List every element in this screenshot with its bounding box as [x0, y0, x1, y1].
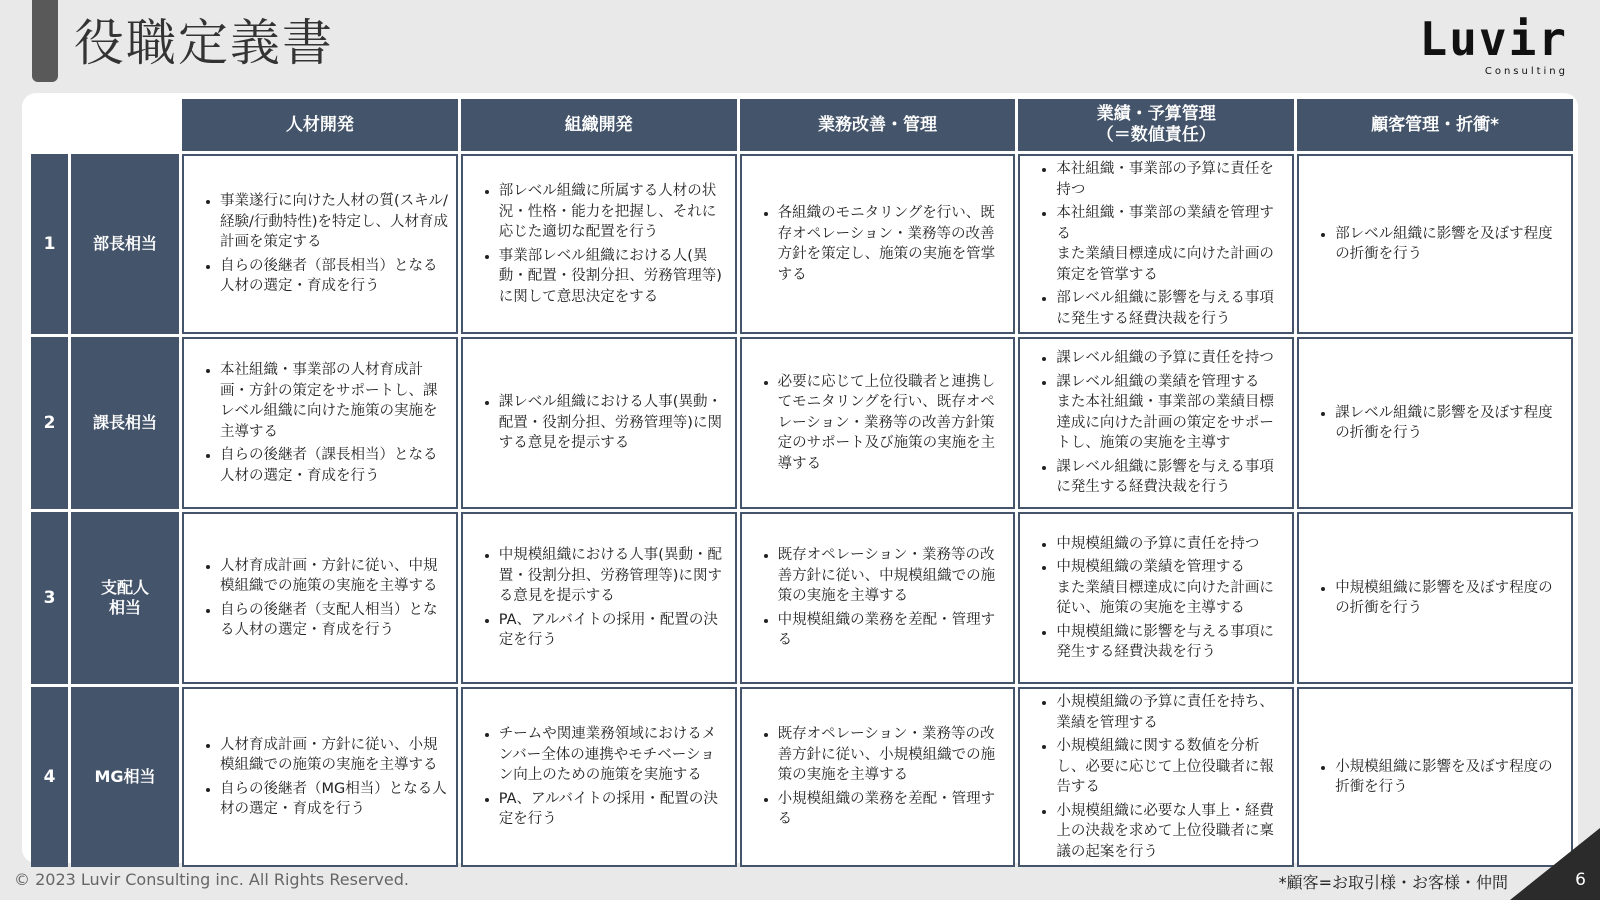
title-accent-bar	[32, 0, 58, 82]
table-row	[31, 337, 1573, 509]
list-item: • 小規模組織に影響を及ぼす程度の折衝を行う	[1335, 757, 1565, 798]
bullet-list	[1299, 578, 1571, 619]
list-item: • 事業部レベル組織における人(異動・配置・役割分担、労務管理等)に関して意思決定をする	[499, 246, 729, 308]
bullet-list	[463, 392, 735, 454]
column-header: 人材開発	[182, 99, 458, 151]
logo-subtitle: Consulting	[1484, 66, 1568, 77]
bullet-list	[742, 203, 1014, 285]
table-cell	[740, 154, 1016, 334]
list-item: • 自らの後継者（MG相当）となる人材の選定・育成を行う	[220, 779, 450, 820]
bullet-list	[184, 191, 456, 297]
table-cell	[461, 512, 737, 684]
table-cell	[461, 154, 737, 334]
list-item: • 部レベル組織に所属する人材の状況・性格・能力を把握し、それに応じた適切な配置を行う	[499, 181, 729, 243]
bullet-list	[463, 545, 735, 651]
list-item: • 小規模組織に関する数値を分析し、必要に応じて上位役職者に報告する	[1056, 736, 1286, 798]
bullet-list	[1299, 757, 1571, 798]
table-cell	[461, 687, 737, 867]
row-number: 2	[31, 337, 68, 509]
bullet-list	[184, 360, 456, 486]
row-role-label: MG相当	[71, 687, 179, 867]
bullet-list	[742, 545, 1014, 651]
list-item: • 既存オペレーション・業務等の改善方針に従い、中規模組織での施策の実施を主導する	[778, 545, 1008, 607]
list-item: • 事業遂行に向けた人材の質(スキル/経験/行動特性)を特定し、人材育成計画を策定する	[220, 191, 450, 253]
table-cell	[1297, 337, 1573, 509]
table-cell	[740, 337, 1016, 509]
copyright-text: © 2023 Luvir Consulting inc. All Rights Reserved.	[14, 870, 409, 889]
table-cell	[1018, 512, 1294, 684]
table-cell	[182, 154, 458, 334]
table-cell	[1018, 687, 1294, 867]
list-item: • 必要に応じて上位役職者と連携してモニタリングを行い、既存オペレーション・業務等の改善方針策定のサポート及び施策の実施を主導する	[778, 372, 1008, 475]
list-item: • 自らの後継者（部長相当）となる人材の選定・育成を行う	[220, 256, 450, 297]
page-title: 役職定義書	[74, 14, 334, 72]
table-row	[31, 687, 1573, 867]
row-role-label: 課長相当	[71, 337, 179, 509]
bullet-list	[184, 735, 456, 820]
list-item: • 小規模組織に必要な人事上・経費上の決裁を求めて上位役職者に稟議の起案を行う	[1056, 801, 1286, 863]
bullet-list	[1020, 159, 1292, 329]
bullet-list	[1299, 224, 1571, 265]
customer-footnote: *顧客=お取引様・お客様・仲間	[1278, 873, 1508, 892]
page-corner-decoration	[1510, 828, 1600, 900]
list-item: • 既存オペレーション・業務等の改善方針に従い、小規模組織での施策の実施を主導する	[778, 724, 1008, 786]
table-row	[31, 512, 1573, 684]
list-item: • 小規模組織の予算に責任を持ち、業績を管理する	[1056, 692, 1286, 733]
list-item: • 本社組織・事業部の予算に責任を持つ	[1056, 159, 1286, 200]
list-item: • 課レベル組織の業績を管理する また本社組織・事業部の業績目標達成に向けた計画の策定をサポートし、施策の実施を主導す	[1056, 372, 1286, 454]
bullet-list	[742, 372, 1014, 475]
list-item: • チームや関連業務領域におけるメンバー全体の連携やモチベーション向上のための施策を実施する	[499, 724, 729, 786]
column-header-row	[31, 99, 1573, 151]
list-item: • 小規模組織の業務を差配・管理する	[778, 789, 1008, 830]
row-number: 4	[31, 687, 68, 867]
bullet-list	[1299, 403, 1571, 444]
list-item: • 部レベル組織に影響を及ぼす程度の折衝を行う	[1335, 224, 1565, 265]
list-item: • PA、アルバイトの採用・配置の決定を行う	[499, 789, 729, 830]
list-item: • 人材育成計画・方針に従い、小規模組織での施策の実施を主導する	[220, 735, 450, 776]
page-number: 6	[1575, 870, 1586, 890]
list-item: • PA、アルバイトの採用・配置の決定を行う	[499, 610, 729, 651]
table-cell	[1018, 337, 1294, 509]
row-number: 3	[31, 512, 68, 684]
role-definition-table	[28, 96, 1576, 870]
table-cell	[1297, 512, 1573, 684]
list-item: • 各組織のモニタリングを行い、既存オペレーション・業務等の改善方針を策定し、施策の実施を管掌する	[778, 203, 1008, 285]
bullet-list	[184, 556, 456, 641]
list-item: • 中規模組織における人事(異動・配置・役割分担、労務管理等)に関する意見を提示する	[499, 545, 729, 607]
bullet-list	[1020, 348, 1292, 498]
list-item: • 本社組織・事業部の業績を管理する また業績目標達成に向けた計画の策定を管掌する	[1056, 203, 1286, 285]
column-header: 顧客管理・折衝*	[1297, 99, 1573, 151]
list-item: • 中規模組織に影響を与える事項に発生する経費決裁を行う	[1056, 622, 1286, 663]
table-cell	[182, 337, 458, 509]
table-corner	[31, 99, 179, 151]
row-role-label: 支配人 相当	[71, 512, 179, 684]
table-cell	[182, 687, 458, 867]
bullet-list	[463, 181, 735, 307]
table-cell	[461, 337, 737, 509]
company-logo	[1419, 12, 1568, 77]
row-number: 1	[31, 154, 68, 334]
table-cell	[740, 687, 1016, 867]
row-role-label: 部長相当	[71, 154, 179, 334]
bullet-list	[463, 724, 735, 830]
list-item: • 自らの後継者（課長相当）となる人材の選定・育成を行う	[220, 445, 450, 486]
list-item: • 中規模組織の予算に責任を持つ	[1056, 534, 1286, 555]
table-cell	[1018, 154, 1294, 334]
list-item: • 部レベル組織に影響を与える事項に発生する経費決裁を行う	[1056, 288, 1286, 329]
column-header: 業務改善・管理	[740, 99, 1016, 151]
list-item: • 課レベル組織における人事(異動・配置・役割分担、労務管理等)に関する意見を提示する	[499, 392, 729, 454]
list-item: • 中規模組織に影響を及ぼす程度のの折衝を行う	[1335, 578, 1565, 619]
list-item: • 課レベル組織に影響を及ぼす程度の折衝を行う	[1335, 403, 1565, 444]
table-cell	[740, 512, 1016, 684]
list-item: • 本社組織・事業部の人材育成計画・方針の策定をサポートし、課レベル組織に向けた施策の実施を主導する	[220, 360, 450, 442]
table-cell	[1297, 154, 1573, 334]
table-cell	[182, 512, 458, 684]
table-row	[31, 154, 1573, 334]
logo-wordmark: Luvir	[1419, 12, 1568, 66]
column-header: 業績・予算管理 （＝数値責任）	[1018, 99, 1294, 151]
list-item: • 課レベル組織に影響を与える事項に発生する経費決裁を行う	[1056, 457, 1286, 498]
list-item: • 自らの後継者（支配人相当）となる人材の選定・育成を行う	[220, 600, 450, 641]
list-item: • 中規模組織の業績を管理する また業績目標達成に向けた計画に従い、施策の実施を主導する	[1056, 557, 1286, 619]
list-item: • 中規模組織の業務を差配・管理する	[778, 610, 1008, 651]
column-header: 組織開発	[461, 99, 737, 151]
list-item: • 人材育成計画・方針に従い、中規模組織での施策の実施を主導する	[220, 556, 450, 597]
bullet-list	[1020, 692, 1292, 862]
bullet-list	[1020, 534, 1292, 663]
list-item: • 課レベル組織の予算に責任を持つ	[1056, 348, 1286, 369]
bullet-list	[742, 724, 1014, 830]
